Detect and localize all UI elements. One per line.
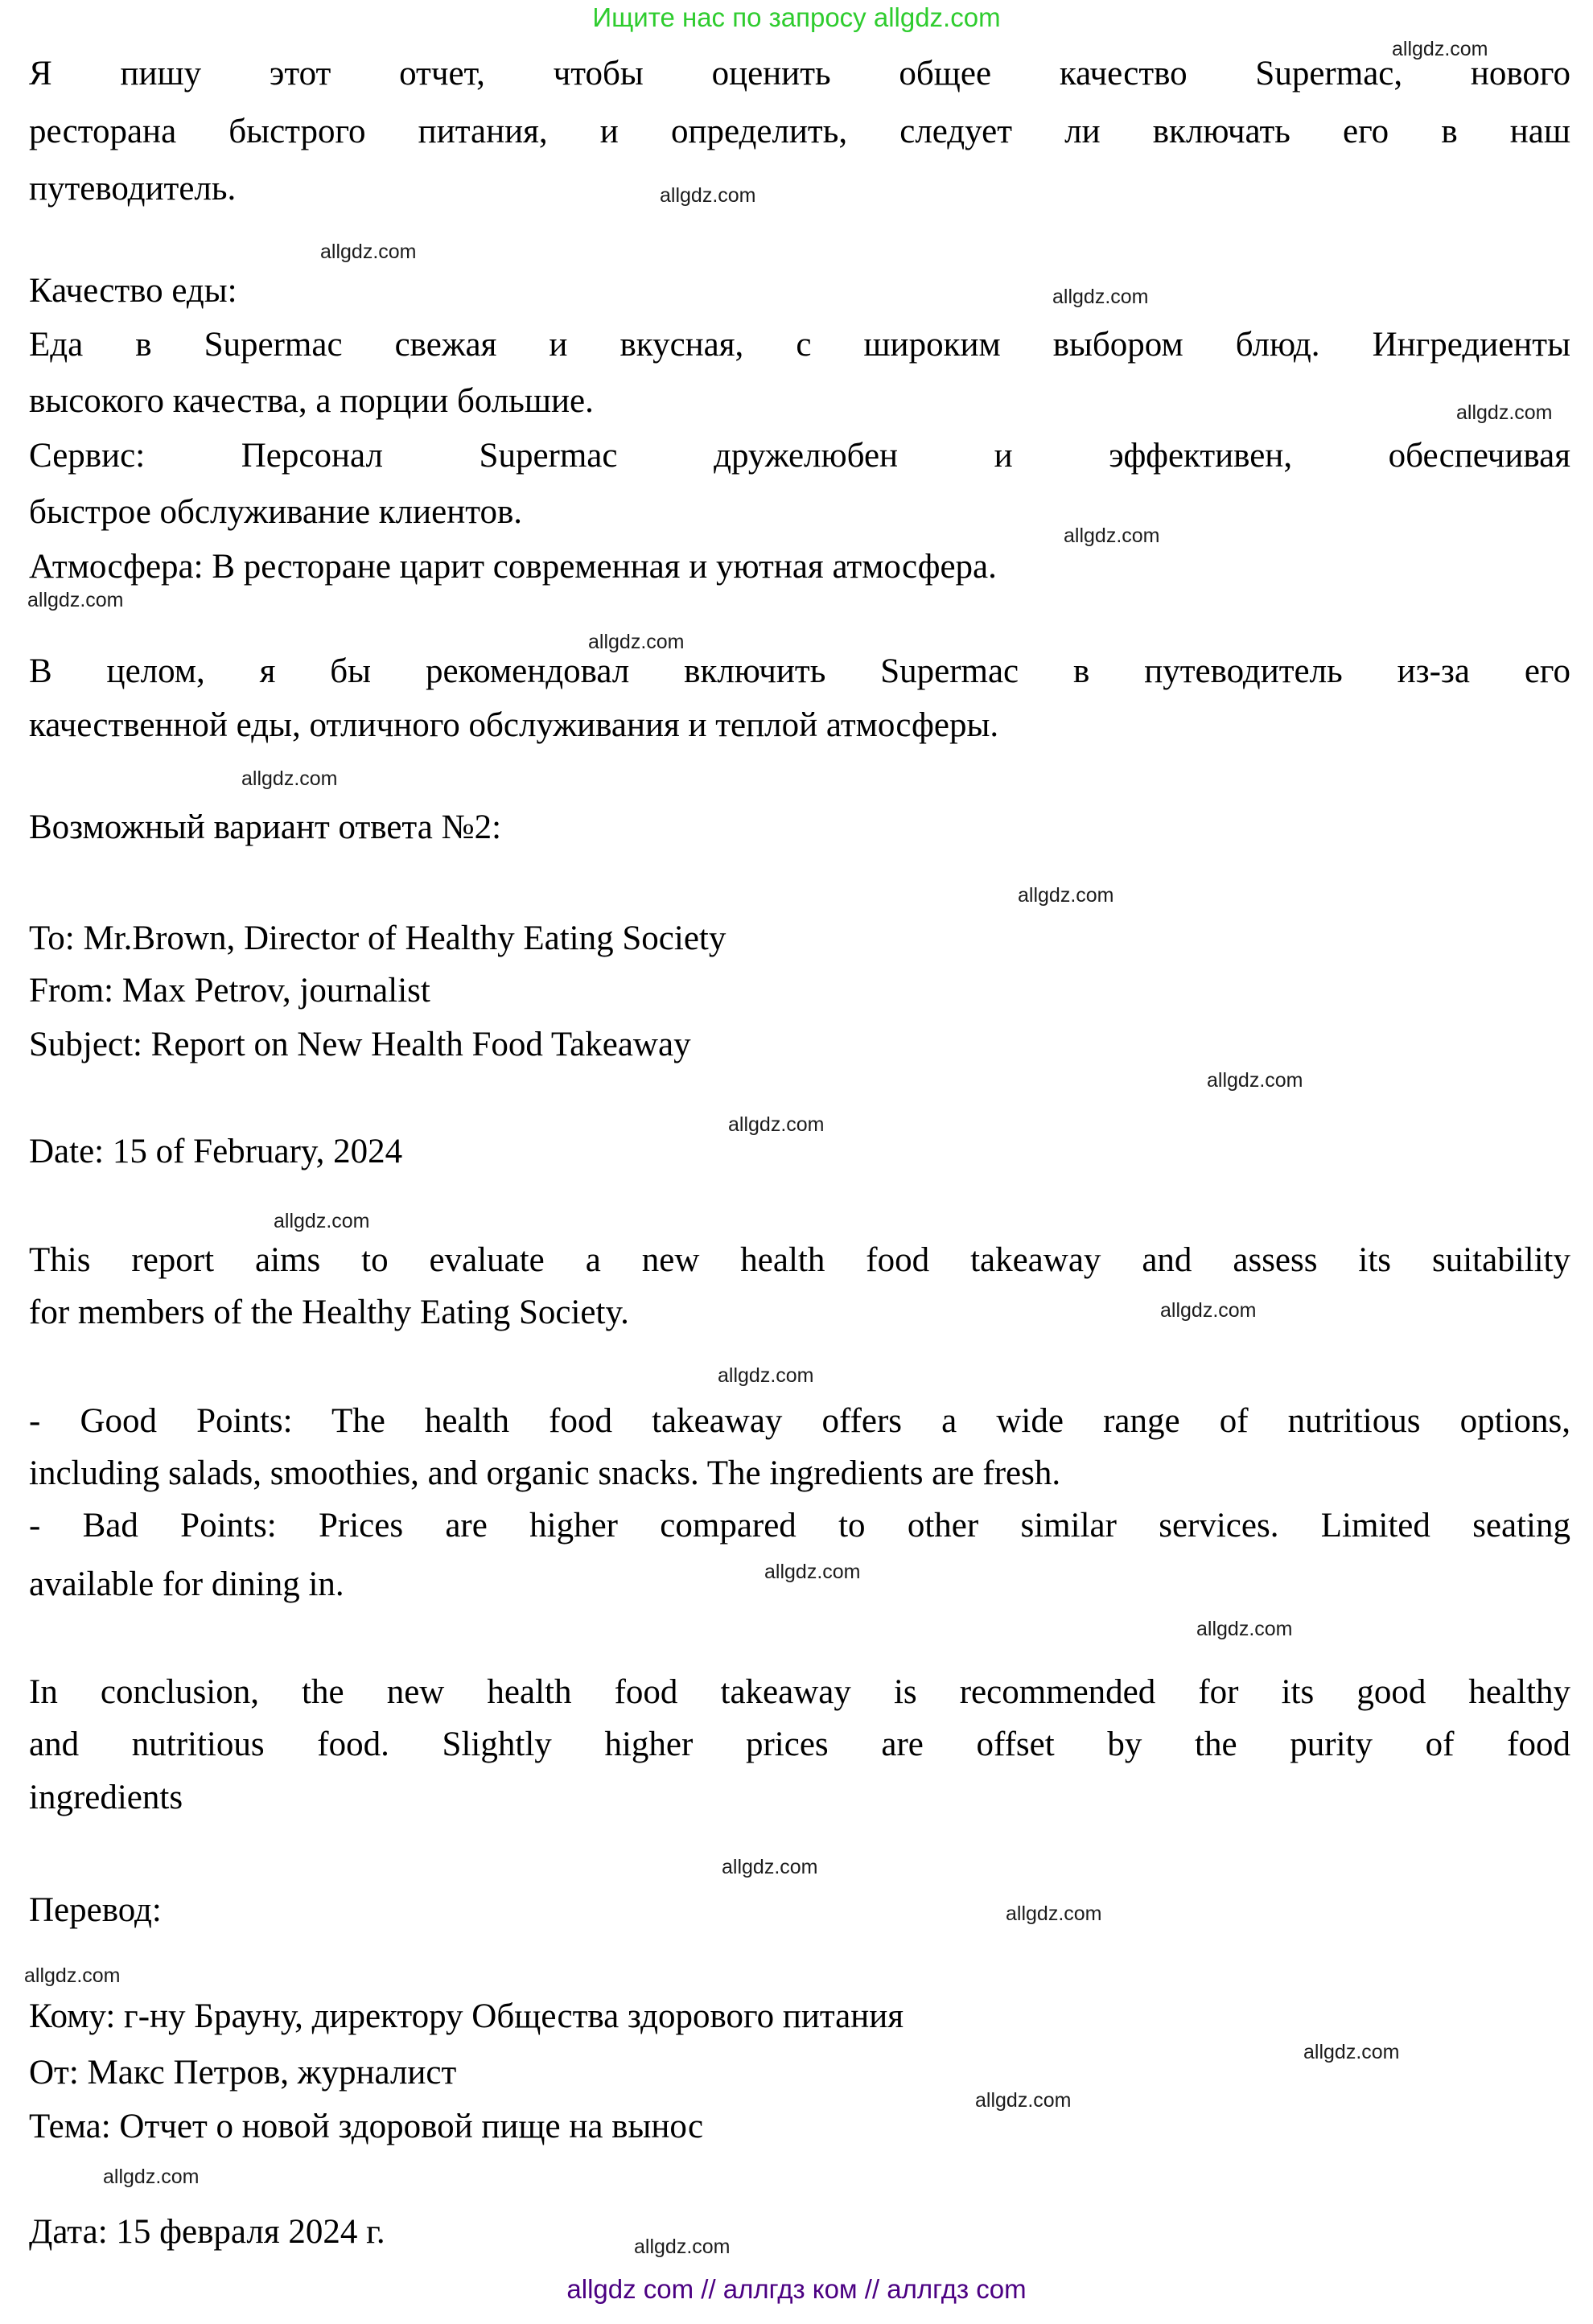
text-line: Атмосфера: В ресторане царит современная и уютная атмосфера. (29, 548, 997, 586)
watermark: allgdz.com (241, 767, 338, 790)
text-line: Subject: Report on New Health Food Takeaway (29, 1026, 691, 1063)
text-line: for members of the Healthy Eating Society. (29, 1294, 629, 1331)
watermark: allgdz.com (1006, 1902, 1102, 1925)
watermark: allgdz.com (718, 1364, 814, 1387)
text-line: Тема: Отчет о новой здоровой пище на вынос (29, 2108, 704, 2145)
watermark: allgdz.com (1018, 884, 1114, 907)
text-line: available for dining in. (29, 1565, 344, 1603)
watermark: allgdz.com (1052, 286, 1149, 308)
watermark: allgdz.com (1392, 38, 1488, 60)
text-line: Сервис: Персонал Supermac дружелюбен и эффективен, обеспечивая (29, 437, 1570, 475)
text-line: Дата: 15 февраля 2024 г. (29, 2213, 385, 2251)
text-line: and nutritious food. Slightly higher prices are offset by the purity of food (29, 1726, 1570, 1763)
watermark: allgdz.com (764, 1561, 861, 1583)
watermark: allgdz.com (27, 589, 124, 611)
text-line: высокого качества, а порции большие. (29, 382, 594, 420)
text-line: ресторана быстрого питания, и определить, следует ли включать его в наш (29, 113, 1570, 150)
text-line: ingredients (29, 1779, 183, 1816)
watermark: allgdz.com (1196, 1618, 1293, 1640)
text-line: This report aims to evaluate a new health food takeaway and assess its suitability (29, 1241, 1570, 1279)
watermark: allgdz.com (722, 1856, 818, 1878)
text-line: Перевод: (29, 1891, 162, 1929)
text-line: Качество еды: (29, 272, 237, 310)
text-line: путеводитель. (29, 170, 237, 208)
watermark: allgdz.com (728, 1113, 825, 1136)
watermark: allgdz.com (1456, 401, 1553, 424)
text-line: Кому: г-ну Брауну, директору Общества здорового питания (29, 1997, 904, 2035)
text-line: Я пишу этот отчет, чтобы оценить общее качество Supermac, нового (29, 55, 1570, 93)
text-line: Date: 15 of February, 2024 (29, 1133, 403, 1170)
text-line: - Bad Points: Prices are higher compared to other similar services. Limited seating (29, 1507, 1570, 1545)
text-line: От: Макс Петров, журналист (29, 2054, 457, 2092)
header-banner: Ищите нас по запросу allgdz.com (592, 2, 1001, 32)
watermark: allgdz.com (274, 1210, 370, 1232)
text-line: В целом, я бы рекомендовал включить Supermac в путеводитель из-за его (29, 652, 1570, 690)
text-line: - Good Points: The health food takeaway offers a wide range of nutritious options, (29, 1402, 1570, 1440)
text-line: Возможный вариант ответа №2: (29, 808, 502, 846)
text-line: Еда в Supermac свежая и вкусная, с широким выбором блюд. Ингредиенты (29, 326, 1570, 364)
watermark: allgdz.com (588, 631, 685, 653)
watermark: allgdz.com (103, 2166, 200, 2188)
watermark: allgdz.com (24, 1964, 121, 1987)
footer-banner: allgdz com // аллгдз ком // аллгдз com (566, 2274, 1027, 2304)
watermark: allgdz.com (1303, 2041, 1400, 2063)
text-line: In conclusion, the new health food takeaway is recommended for its good healthy (29, 1673, 1570, 1711)
watermark: allgdz.com (975, 2089, 1072, 2112)
text-line: быстрое обслуживание клиентов. (29, 493, 523, 531)
watermark: allgdz.com (660, 184, 756, 207)
text-line: To: Mr.Brown, Director of Healthy Eating Society (29, 919, 727, 957)
watermark: allgdz.com (320, 241, 417, 263)
watermark: allgdz.com (1064, 524, 1160, 547)
watermark: allgdz.com (634, 2236, 731, 2258)
text-line: including salads, smoothies, and organic snacks. The ingredients are fresh. (29, 1454, 1061, 1492)
watermark: allgdz.com (1160, 1299, 1257, 1322)
text-line: From: Max Petrov, journalist (29, 972, 430, 1010)
watermark: allgdz.com (1207, 1069, 1303, 1092)
text-line: качественной еды, отличного обслуживания и теплой атмосферы. (29, 706, 999, 744)
